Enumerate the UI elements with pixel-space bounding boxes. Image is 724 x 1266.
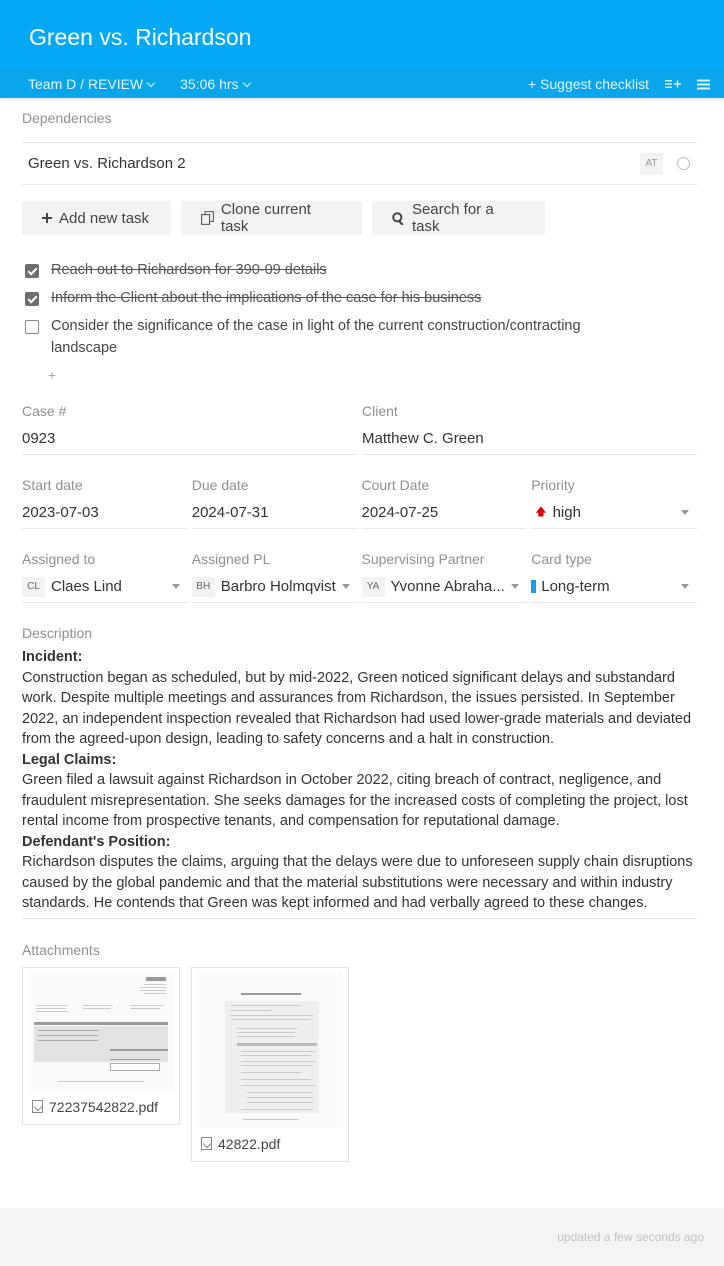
attachments-label: Attachments [22, 941, 100, 958]
hamburger-menu-icon [697, 79, 710, 90]
start-date-field [22, 473, 188, 529]
start-date-input[interactable] [22, 497, 188, 529]
due-date-label: Due date [191, 477, 249, 493]
case-number-value: 0923 [22, 430, 56, 447]
due-date-value: 2024-07-31 [191, 504, 269, 521]
start-date-label: Start date [22, 477, 83, 493]
card-header [0, 0, 724, 70]
court-date-label: Court Date [361, 477, 430, 493]
dependencies-label: Dependencies [22, 110, 112, 126]
start-date-value: 2023-07-03 [22, 504, 99, 521]
clone-current-task-label: Clone current task [220, 201, 311, 235]
attachment-thumbnail-document [197, 973, 343, 1128]
checklist-item-text[interactable]: Inform the Client about the implications of the case for his business [51, 290, 482, 306]
search-for-task-button[interactable] [372, 201, 545, 235]
assigned-pl-label: Assigned PL [191, 551, 271, 567]
checklist-item [22, 287, 697, 309]
attachment-name: 72237542822.pdf [49, 1098, 158, 1115]
supervising-partner-select[interactable] [362, 571, 528, 603]
time-logged-dropdown[interactable] [180, 76, 249, 92]
search-icon [392, 212, 405, 225]
court-date-field [362, 473, 528, 529]
attachment-item[interactable] [191, 967, 349, 1162]
card-body [0, 98, 724, 1162]
card-type-value: Long-term [541, 578, 610, 595]
add-checklist-item-button[interactable]: + [48, 367, 57, 383]
priority-select[interactable] [531, 497, 697, 529]
checklist-item-text[interactable]: Reach out to Richardson for 390-09 details [51, 262, 327, 278]
assigned-to-select[interactable] [22, 571, 188, 603]
search-for-task-label: Search for a task [411, 201, 494, 235]
add-new-task-button[interactable] [22, 201, 171, 235]
priority-label: Priority [531, 477, 575, 493]
checklist-item [22, 315, 697, 359]
attachment-thumbnail-invoice [28, 973, 174, 1091]
court-date-value: 2024-07-25 [361, 504, 439, 521]
last-updated-status: updated a few seconds ago [557, 1230, 704, 1244]
chevron-down-icon [147, 78, 155, 86]
clone-icon [201, 211, 214, 225]
card-title[interactable]: Green vs. Richardson [29, 23, 252, 50]
description-heading: Defendant's Position: [22, 833, 171, 850]
assigned-to-value: Claes Lind [51, 578, 122, 595]
dropdown-caret-icon [342, 584, 350, 589]
checklist-checkbox-checked[interactable] [25, 264, 39, 278]
task-actions [22, 201, 697, 235]
checklist [22, 259, 697, 383]
card-menu-button[interactable] [697, 79, 710, 90]
plus-icon [42, 213, 52, 223]
card-type-select[interactable] [531, 571, 697, 603]
court-date-input[interactable] [362, 497, 528, 529]
card-type-field [531, 547, 697, 603]
pdf-file-icon [32, 1100, 43, 1113]
description-heading: Incident: [22, 649, 83, 665]
dropdown-caret-icon [681, 584, 689, 589]
suggest-checklist-button[interactable]: + Suggest checklist [527, 76, 649, 92]
avatar: YA [362, 577, 385, 597]
add-checklist-button[interactable] [665, 79, 681, 89]
avatar: BH [192, 577, 215, 597]
assigned-to-label: Assigned to [22, 551, 96, 567]
pdf-file-icon [201, 1137, 212, 1150]
card-type-color-icon [531, 580, 536, 593]
clone-current-task-button[interactable] [181, 201, 362, 235]
due-date-field [192, 473, 358, 529]
description-editor[interactable] [22, 647, 697, 919]
board-path-dropdown[interactable] [28, 76, 154, 92]
client-value: Matthew C. Green [362, 430, 484, 447]
client-input[interactable] [362, 423, 697, 455]
description-heading: Legal Claims: [22, 751, 117, 768]
add-new-task-label: Add new task [59, 209, 150, 227]
card-footer [0, 1208, 724, 1266]
assigned-to-field [22, 547, 188, 603]
description-label: Description [22, 625, 93, 641]
client-label: Client [362, 403, 398, 419]
attachment-item[interactable] [22, 967, 180, 1125]
dates-row [22, 473, 697, 529]
attachment-name: 42822.pdf [218, 1135, 281, 1152]
priority-value: high [552, 504, 581, 521]
assignment-row [22, 547, 697, 603]
card-type-label: Card type [531, 551, 592, 567]
case-number-field [22, 399, 358, 455]
attachments-list [22, 967, 697, 1162]
description-paragraph: Richardson disputes the claims, arguing that the delays were due to unforeseen supply chain disruptions caused by the global pandemic and that the material substitutions were necessary and within industry standards. He contends that Green was kept informed and had verbally agreed to these changes. [22, 854, 693, 911]
card-subbar [0, 70, 724, 98]
arrow-up-icon: 🡅 [535, 506, 547, 518]
assigned-pl-value: Barbro Holmqvist [220, 578, 336, 595]
description-paragraph: Construction began as scheduled, but by mid-2022, Green noticed significant delays and substandard work. Despite multiple meetings and assurances from Richardson, the issues persisted. In September 2022, an independent inspection revealed that Richardson had used lower-grade materials and deviated from the agreed-upon design, leading to safety concerns and a halt in construction. [22, 669, 692, 747]
dropdown-caret-icon [511, 584, 519, 589]
priority-field [531, 473, 697, 529]
checklist-item [22, 259, 697, 281]
case-row [22, 399, 697, 455]
board-path-label: Team D / REVIEW [28, 76, 144, 92]
client-field [362, 399, 697, 455]
case-number-label: Case # [22, 403, 67, 419]
avatar: CL [22, 577, 45, 597]
supervising-partner-value: Yvonne Abraha... [390, 578, 505, 595]
supervising-partner-label: Supervising Partner [361, 551, 485, 567]
list-plus-icon [665, 79, 681, 89]
dropdown-caret-icon [172, 584, 180, 589]
time-logged-label: 35:06 hrs [180, 76, 239, 92]
due-date-input[interactable] [192, 497, 358, 529]
assigned-pl-select[interactable] [192, 571, 358, 603]
description-paragraph: Green filed a lawsuit against Richardson in October 2022, citing breach of contract, negligence, and fraudulent misrepresentation. She seeks damages for the increased costs of completing the project, lost rental income from prospective tenants, and compensation for reputational damage. [22, 772, 688, 829]
checklist-checkbox[interactable] [25, 320, 39, 334]
dropdown-caret-icon [681, 510, 689, 515]
attachment-filename [28, 1091, 174, 1119]
checklist-checkbox-checked[interactable] [25, 292, 39, 306]
case-number-input[interactable] [22, 423, 358, 455]
dependency-assignee-avatar: AT [640, 153, 663, 175]
dependency-status-circle-icon[interactable] [677, 157, 690, 170]
dependency-name-link[interactable]: Green vs. Richardson 2 [28, 155, 186, 172]
dependency-item [22, 142, 697, 185]
attachment-filename [197, 1128, 343, 1156]
supervising-partner-field [362, 547, 528, 603]
chevron-down-icon [242, 78, 250, 86]
checklist-item-text[interactable]: Consider the significance of the case in light of the current construction/contracting landscape [51, 318, 581, 356]
assigned-pl-field [192, 547, 358, 603]
